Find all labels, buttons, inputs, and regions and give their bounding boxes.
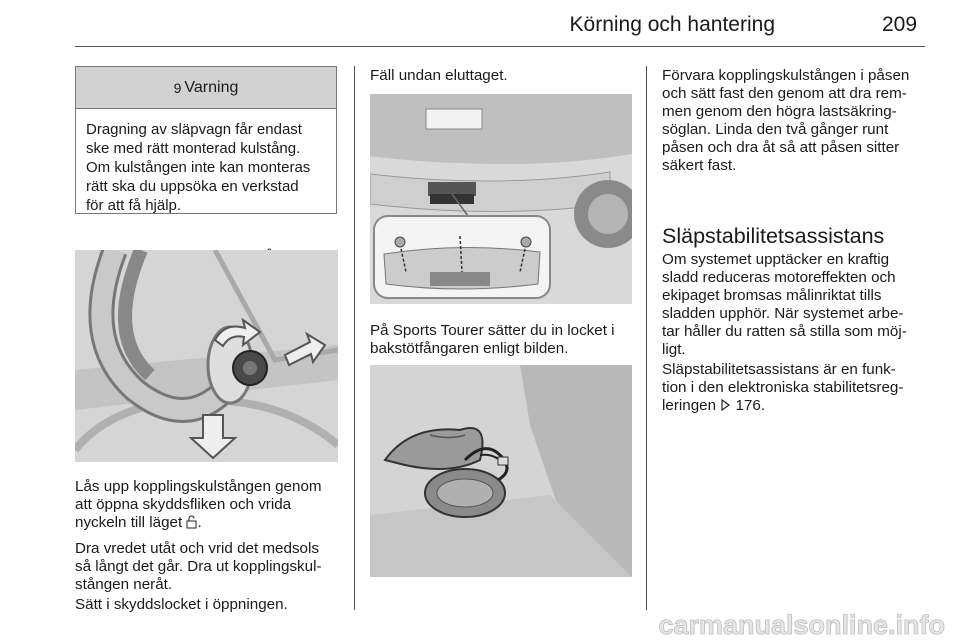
text-line: påsen och dra åt så att påsen sitter bbox=[662, 139, 900, 156]
warning-line: för att få hjälp. bbox=[86, 197, 182, 214]
text-line bbox=[75, 514, 322, 532]
warning-icon: 9 bbox=[173, 79, 182, 96]
warning-title: Varning bbox=[184, 78, 239, 96]
paragraph-fold-socket: Fäll undan eluttaget. bbox=[370, 67, 508, 84]
towbar-removal-illustration bbox=[75, 250, 338, 462]
text-line: tar håller du ratten så stilla som möj- bbox=[662, 323, 907, 340]
text-line: bakstötfångaren enligt bilden. bbox=[370, 340, 569, 357]
warning-line: ske med rätt monterad kulstång. bbox=[86, 140, 301, 157]
text-line: tion i den elektroniska stabilitetsreg- bbox=[662, 379, 904, 396]
text-line: stången neråt. bbox=[75, 576, 173, 593]
text-segment: nyckeln till läget bbox=[75, 514, 187, 531]
warning-line: Om kulstången inte kan monteras bbox=[86, 159, 311, 176]
text-line: ligt. bbox=[662, 341, 686, 358]
section-heading-trailer-stability: Släpstabilitetsassistans bbox=[662, 224, 885, 248]
text-line: sladd reduceras motoreffekten och bbox=[662, 269, 896, 286]
text-line: söglan. Linda den två gånger runt bbox=[662, 121, 889, 138]
text-line: På Sports Tourer sätter du in locket i bbox=[370, 322, 615, 339]
text-line: Dra vredet utåt och vrid det medsols bbox=[75, 540, 319, 557]
watermark-text: carmanualsonline.info bbox=[658, 610, 945, 640]
text-line: Lås upp kopplingskulstången genom bbox=[75, 478, 322, 495]
text-segment: leringen bbox=[662, 397, 721, 414]
paragraph-insert-cap: Sätt i skyddslocket i öppningen. bbox=[75, 596, 288, 613]
text-line bbox=[662, 397, 903, 415]
column-divider-1 bbox=[354, 66, 355, 610]
warning-text bbox=[76, 109, 336, 215]
paragraph-stability-reference bbox=[662, 361, 903, 415]
text-line: Släpstabilitetsassistans är en funk- bbox=[662, 361, 896, 378]
page-number: 209 bbox=[882, 13, 918, 36]
watermark bbox=[580, 607, 950, 641]
text-line: så långt det går. Dra ut kopplingskul- bbox=[75, 558, 322, 575]
header-rule bbox=[75, 46, 925, 47]
text-line: att öppna skyddsfliken och vrida bbox=[75, 496, 292, 513]
paragraph-unlock-towbar bbox=[75, 478, 322, 532]
page-reference-link[interactable]: 176. bbox=[731, 397, 766, 414]
text-line: men genom den högra lastsäkring- bbox=[662, 103, 897, 120]
paragraph-store-towbar bbox=[662, 67, 909, 175]
text-line: säkert fast. bbox=[662, 157, 737, 174]
text-line: Om systemet upptäcker en kraftig bbox=[662, 251, 890, 268]
page-reference-arrow-icon bbox=[720, 399, 731, 411]
text-line: och sätt fast den genom att dra rem- bbox=[662, 85, 907, 102]
text-line: ekipaget bromsas målinriktat tills bbox=[662, 287, 882, 304]
paragraph-sports-tourer bbox=[370, 322, 615, 358]
text-line: Förvara kopplingskulstången i påsen bbox=[662, 67, 910, 84]
towbar-bag-storage-illustration bbox=[370, 365, 632, 577]
warning-header bbox=[76, 67, 336, 109]
rear-bumper-socket-illustration bbox=[370, 94, 632, 304]
paragraph-stability-description bbox=[662, 251, 907, 359]
chapter-title: Körning och hantering bbox=[569, 13, 775, 36]
text-segment: . bbox=[197, 514, 202, 531]
warning-line: Dragning av släpvagn får endast bbox=[86, 121, 302, 138]
unlocked-padlock-icon bbox=[186, 515, 197, 529]
warning-box bbox=[75, 66, 337, 214]
column-divider-2 bbox=[646, 66, 647, 610]
paragraph-pull-knob bbox=[75, 540, 322, 594]
warning-line: rätt ska du uppsöka en verkstad bbox=[86, 178, 299, 195]
text-line: sladden upphör. När systemet arbe- bbox=[662, 305, 904, 322]
